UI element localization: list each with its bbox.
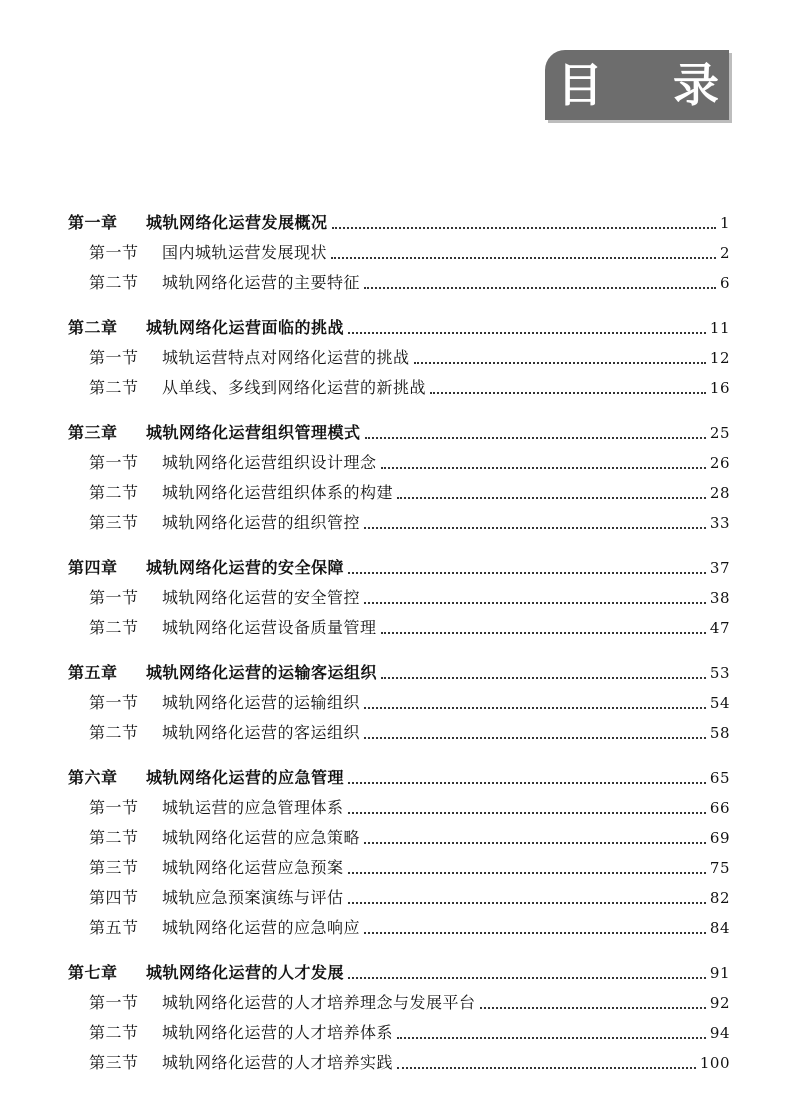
- toc-chapter-entry[interactable]: [68, 208, 730, 238]
- dot-leader: [348, 782, 706, 784]
- toc-chapter-entry-title: 城轨网络化运营的安全保障: [146, 558, 345, 577]
- toc-section-entry-title: 城轨网络化运营的客运组织: [162, 723, 361, 742]
- toc-section-entry-number: 第二节: [89, 1023, 139, 1042]
- toc-chapter-entry-number: 第六章: [68, 768, 118, 787]
- dot-leader: [364, 842, 706, 844]
- dot-leader: [364, 527, 706, 529]
- toc-chapter-block: [68, 208, 730, 298]
- dot-leader: [414, 362, 706, 364]
- toc-section-entry-page-number: 47: [709, 619, 730, 637]
- toc-section-entry[interactable]: [68, 373, 730, 403]
- toc-section-entry-title: 城轨网络化运营的应急响应: [162, 918, 361, 937]
- toc-section-entry-number: 第一节: [89, 693, 139, 712]
- toc-chapter-entry-number: 第五章: [68, 663, 118, 682]
- toc-section-entry-page-number: 6: [719, 274, 730, 292]
- toc-section-entry-title: 城轨运营的应急管理体系: [162, 798, 344, 817]
- toc-section-entry[interactable]: [68, 823, 730, 853]
- toc-chapter-entry[interactable]: [68, 763, 730, 793]
- toc-section-entry-title: 城轨网络化运营的主要特征: [162, 273, 361, 292]
- toc-chapter-entry-page-number: 91: [709, 964, 730, 982]
- toc-section-entry-title: 城轨网络化运营的应急策略: [162, 828, 361, 847]
- toc-chapter-entry-page-number: 11: [709, 319, 730, 337]
- toc-section-entry-title: 国内城轨运营发展现状: [162, 243, 328, 262]
- toc-section-entry-page-number: 82: [709, 889, 730, 907]
- toc-section-entry-number: 第二节: [89, 618, 139, 637]
- table-of-contents: [68, 208, 730, 1093]
- toc-title-char-1: 目: [557, 58, 603, 112]
- toc-section-entry-page-number: 16: [709, 379, 730, 397]
- toc-section-entry-title: 城轨网络化运营的人才培养理念与发展平台: [162, 993, 476, 1012]
- dot-leader: [381, 677, 706, 679]
- toc-section-entry-page-number: 58: [709, 724, 730, 742]
- dot-leader: [348, 977, 706, 979]
- toc-section-entry-number: 第二节: [89, 483, 139, 502]
- toc-chapter-entry-page-number: 53: [709, 664, 730, 682]
- toc-chapter-entry-page-number: 65: [709, 769, 730, 787]
- toc-chapter-entry-number: 第一章: [68, 213, 118, 232]
- dot-leader: [381, 467, 706, 469]
- toc-chapter-block: [68, 658, 730, 748]
- toc-section-entry-page-number: 66: [709, 799, 730, 817]
- toc-section-entry-number: 第二节: [89, 378, 139, 397]
- toc-chapter-entry-title: 城轨网络化运营的人才发展: [146, 963, 345, 982]
- toc-section-entry-title: 城轨网络化运营组织体系的构建: [162, 483, 394, 502]
- dot-leader: [480, 1007, 706, 1009]
- toc-section-entry[interactable]: [68, 238, 730, 268]
- dot-leader: [364, 707, 706, 709]
- toc-section-entry-number: 第二节: [89, 273, 139, 292]
- toc-chapter-entry-title: 城轨网络化运营面临的挑战: [146, 318, 345, 337]
- toc-chapter-entry[interactable]: [68, 313, 730, 343]
- toc-chapter-entry-number: 第三章: [68, 423, 118, 442]
- toc-section-entry-page-number: 26: [709, 454, 730, 472]
- dot-leader: [348, 572, 706, 574]
- toc-section-entry-number: 第一节: [89, 243, 139, 262]
- dot-leader: [331, 257, 716, 259]
- toc-section-entry-number: 第五节: [89, 918, 139, 937]
- toc-section-entry-number: 第三节: [89, 1053, 139, 1072]
- toc-section-entry-page-number: 12: [709, 349, 730, 367]
- dot-leader: [397, 1037, 706, 1039]
- toc-chapter-entry[interactable]: [68, 553, 730, 583]
- toc-section-entry-number: 第三节: [89, 513, 139, 532]
- toc-chapter-block: [68, 553, 730, 643]
- toc-section-entry[interactable]: [68, 268, 730, 298]
- toc-section-entry-number: 第一节: [89, 798, 139, 817]
- toc-section-entry[interactable]: [68, 583, 730, 613]
- toc-section-entry-title: 城轨网络化运营的人才培养体系: [162, 1023, 394, 1042]
- toc-section-entry-title: 城轨网络化运营的运输组织: [162, 693, 361, 712]
- toc-chapter-block: [68, 763, 730, 943]
- toc-section-entry-page-number: 94: [709, 1024, 730, 1042]
- dot-leader: [365, 437, 706, 439]
- toc-section-entry[interactable]: [68, 883, 730, 913]
- toc-chapter-entry-page-number: 37: [709, 559, 730, 577]
- dot-leader: [381, 632, 706, 634]
- toc-chapter-entry-page-number: 25: [709, 424, 730, 442]
- toc-section-entry-title: 城轨网络化运营的安全管控: [162, 588, 361, 607]
- toc-section-entry-title: 从单线、多线到网络化运营的新挑战: [162, 378, 427, 397]
- toc-section-entry-number: 第一节: [89, 588, 139, 607]
- toc-section-entry-number: 第四节: [89, 888, 139, 907]
- toc-chapter-entry-title: 城轨网络化运营组织管理模式: [146, 423, 361, 442]
- dot-leader: [364, 602, 706, 604]
- toc-chapter-block: [68, 313, 730, 403]
- toc-chapter-entry[interactable]: [68, 418, 730, 448]
- dot-leader: [364, 932, 706, 934]
- toc-section-entry[interactable]: [68, 853, 730, 883]
- toc-section-entry-page-number: 92: [709, 994, 730, 1012]
- toc-chapter-entry-number: 第四章: [68, 558, 118, 577]
- toc-section-entry-title: 城轨网络化运营组织设计理念: [162, 453, 377, 472]
- toc-section-entry-title: 城轨网络化运营的组织管控: [162, 513, 361, 532]
- toc-section-entry-number: 第三节: [89, 858, 139, 877]
- toc-section-entry-page-number: 54: [709, 694, 730, 712]
- toc-section-entry-number: 第二节: [89, 828, 139, 847]
- toc-section-entry-number: 第一节: [89, 348, 139, 367]
- toc-section-entry-page-number: 38: [709, 589, 730, 607]
- toc-section-entry-title: 城轨应急预案演练与评估: [162, 888, 344, 907]
- toc-section-entry[interactable]: [68, 913, 730, 943]
- toc-section-entry[interactable]: [68, 508, 730, 538]
- toc-section-entry[interactable]: [68, 793, 730, 823]
- toc-section-entry[interactable]: [68, 688, 730, 718]
- toc-section-entry-number: 第二节: [89, 723, 139, 742]
- toc-chapter-entry-number: 第二章: [68, 318, 118, 337]
- toc-chapter-entry[interactable]: [68, 958, 730, 988]
- toc-section-entry-page-number: 84: [709, 919, 730, 937]
- dot-leader: [348, 902, 706, 904]
- toc-title-badge: [545, 50, 729, 120]
- toc-chapter-entry-number: 第七章: [68, 963, 118, 982]
- toc-section-entry-page-number: 2: [719, 244, 730, 262]
- toc-section-entry-page-number: 100: [699, 1054, 730, 1072]
- toc-section-entry[interactable]: [68, 343, 730, 373]
- toc-chapter-block: [68, 418, 730, 538]
- toc-chapter-entry[interactable]: [68, 658, 730, 688]
- toc-section-entry[interactable]: [68, 1048, 730, 1078]
- dot-leader: [332, 227, 716, 229]
- toc-section-entry[interactable]: [68, 448, 730, 478]
- toc-section-entry-title: 城轨网络化运营应急预案: [162, 858, 344, 877]
- toc-section-entry-number: 第一节: [89, 453, 139, 472]
- dot-leader: [397, 497, 706, 499]
- toc-section-entry-page-number: 69: [709, 829, 730, 847]
- toc-section-entry-number: 第一节: [89, 993, 139, 1012]
- toc-section-entry-page-number: 28: [709, 484, 730, 502]
- dot-leader: [348, 812, 706, 814]
- dot-leader: [364, 737, 706, 739]
- toc-section-entry-page-number: 33: [709, 514, 730, 532]
- toc-section-entry[interactable]: [68, 478, 730, 508]
- toc-chapter-entry-title: 城轨网络化运营发展概况: [146, 213, 328, 232]
- toc-chapter-block: [68, 958, 730, 1078]
- toc-section-entry[interactable]: [68, 1018, 730, 1048]
- toc-chapter-entry-title: 城轨网络化运营的运输客运组织: [146, 663, 378, 682]
- toc-chapter-entry-title: 城轨网络化运营的应急管理: [146, 768, 345, 787]
- toc-chapter-entry-page-number: 1: [719, 214, 730, 232]
- toc-section-entry-page-number: 75: [709, 859, 730, 877]
- toc-section-entry-title: 城轨运营特点对网络化运营的挑战: [162, 348, 410, 367]
- toc-section-entry-title: 城轨网络化运营的人才培养实践: [162, 1053, 394, 1072]
- toc-section-entry[interactable]: [68, 718, 730, 748]
- dot-leader: [348, 332, 706, 334]
- dot-leader: [364, 287, 716, 289]
- dot-leader: [397, 1067, 696, 1069]
- toc-section-entry[interactable]: [68, 988, 730, 1018]
- dot-leader: [348, 872, 706, 874]
- toc-section-entry-title: 城轨网络化运营设备质量管理: [162, 618, 377, 637]
- dot-leader: [430, 392, 706, 394]
- toc-title-char-2: 录: [673, 58, 719, 112]
- toc-section-entry[interactable]: [68, 613, 730, 643]
